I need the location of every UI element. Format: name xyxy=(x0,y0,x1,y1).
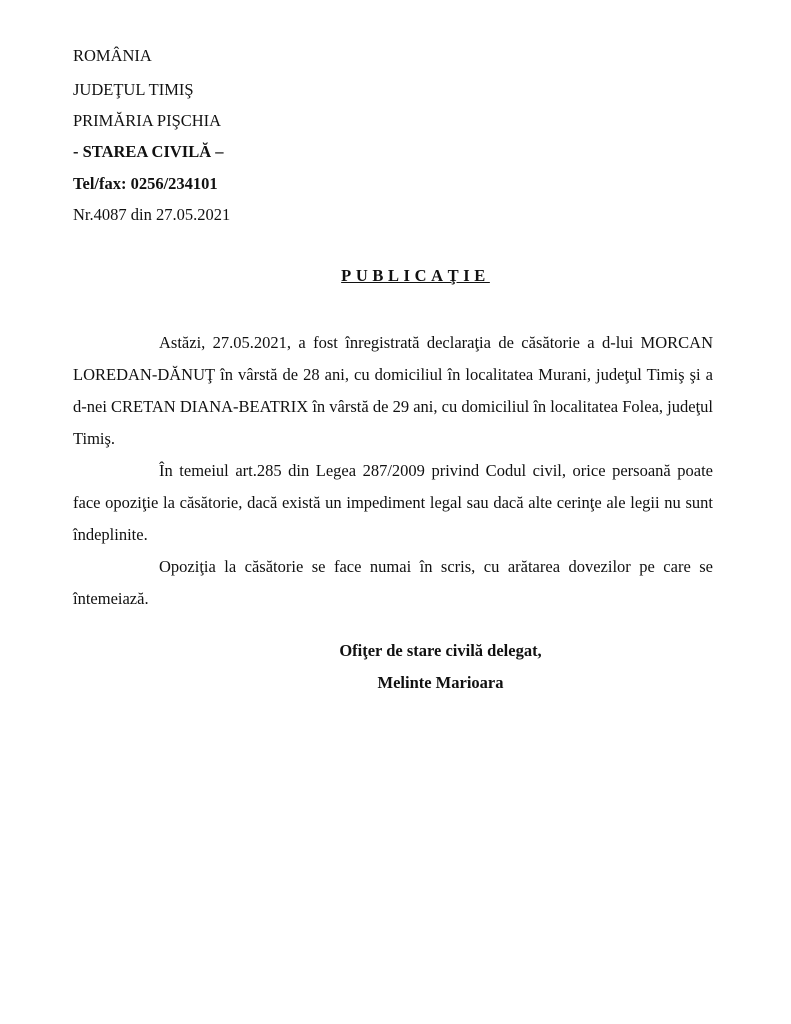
paragraph-opposition: Opoziţia la căsătorie se face numai în scris, cu arătarea dovezilor pe care se întemeiază. xyxy=(73,557,713,608)
signature-role: Ofiţer de stare civilă delegat, xyxy=(339,641,542,660)
document-title: PUBLICAŢIE xyxy=(341,266,490,285)
header-county: JUDEŢUL TIMIŞ xyxy=(73,80,194,99)
paragraph-declaration: Astăzi, 27.05.2021, a fost înregistrată declaraţia de căsătorie a d-lui MORCAN LOREDAN-DĂNUŢ în vârstă de 28 ani, cu domiciliul în localitatea Murani, judeţul Timiş şi a d-nei CRETAN DIANA-BEATRIX în vârstă de 29 ani, cu domiciliul în localitatea Folea, judeţul Timiş. xyxy=(73,333,713,448)
header-town-hall: PRIMĂRIA PIŞCHIA xyxy=(73,111,222,130)
signature-name: Melinte Marioara xyxy=(377,673,504,692)
paragraph-legal-basis: În temeiul art.285 din Legea 287/2009 privind Codul civil, orice persoană poate face opoziţie la căsătorie, dacă există un impediment legal sau dacă alte cerinţe ale legii nu sunt îndeplinite. xyxy=(73,461,713,544)
header-reference-number: Nr.4087 din 27.05.2021 xyxy=(73,205,231,224)
document-body xyxy=(73,327,713,615)
header-department: - STAREA CIVILĂ – xyxy=(73,142,224,161)
header-phone: Tel/fax: 0256/234101 xyxy=(73,174,218,193)
header-country: ROMÂNIA xyxy=(73,46,152,65)
